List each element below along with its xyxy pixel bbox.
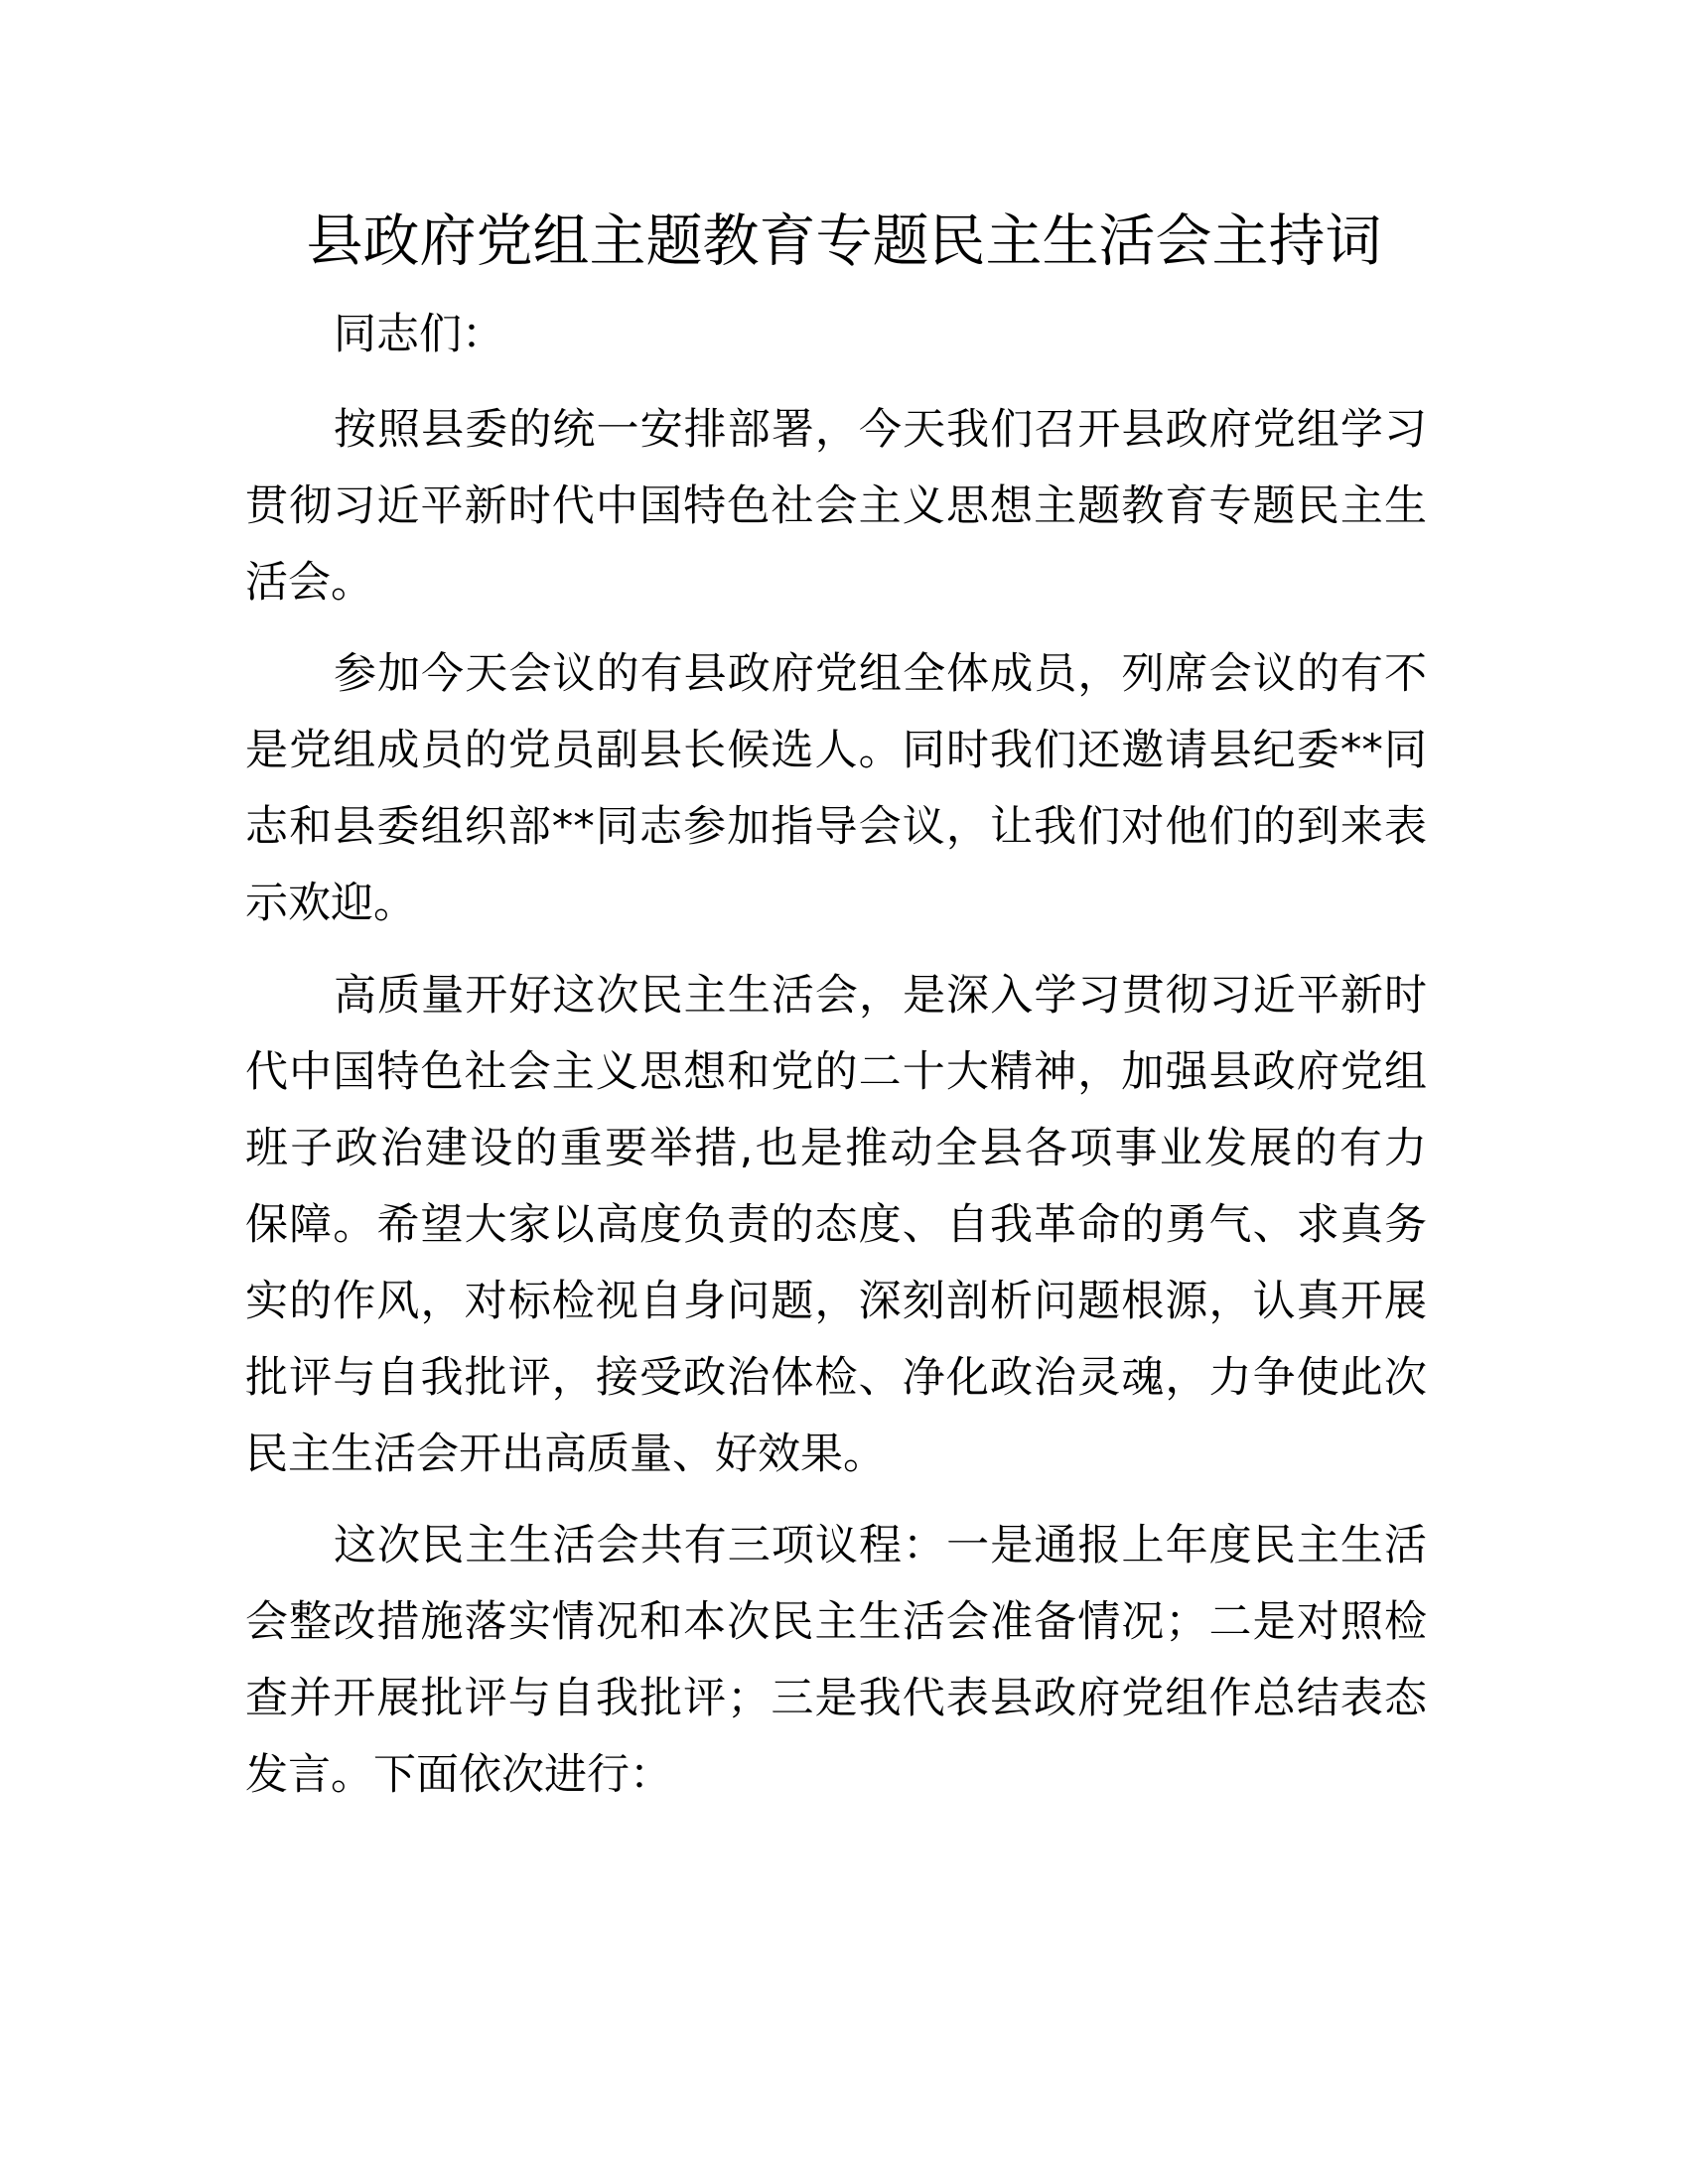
text-line: 按照县委的统一安排部署，今天我们召开县政府党组学习 — [334, 405, 1427, 455]
text-line: 志和县委组织部**同志参加指导会议，让我们对他们的到来表 — [245, 802, 1427, 852]
text-line: 贯彻习近平新时代中国特色社会主义思想主题教育专题民主生 — [245, 481, 1427, 531]
paragraph — [245, 958, 1427, 1493]
document-title: 县政府党组主题教育专题民主生活会主持词 — [306, 208, 1382, 274]
text-line: 保障。希望大家以高度负责的态度、自我革命的勇气、求真务 — [245, 1200, 1427, 1250]
paragraph — [245, 1508, 1427, 1814]
text-line: 代中国特色社会主义思想和党的二十大精神，加强县政府党组 — [245, 1047, 1427, 1097]
paragraph — [245, 636, 1427, 942]
text-line: 高质量开好这次民主生活会，是深入学习贯彻习近平新时 — [334, 971, 1427, 1021]
greeting: 同志们： — [334, 310, 504, 359]
text-line: 活会。 — [245, 558, 373, 608]
text-line: 发言。下面依次进行： — [245, 1750, 672, 1800]
text-line: 示欢迎。 — [245, 879, 416, 928]
text-line: 批评与自我批评，接受政治体检、净化政治灵魂，力争使此次 — [245, 1353, 1427, 1403]
text-line: 参加今天会议的有县政府党组全体成员，列席会议的有不 — [334, 649, 1427, 699]
text-line: 是党组成员的党员副县长候选人。同时我们还邀请县纪委**同 — [245, 726, 1427, 775]
text-line: 实的作风，对标检视自身问题，深刻剖析问题根源，认真开展 — [245, 1277, 1427, 1326]
paragraph — [245, 392, 1427, 621]
text-line: 会整改措施落实情况和本次民主生活会准备情况；二是对照检 — [245, 1597, 1427, 1647]
text-line: 班子政治建设的重要举措,也是推动全县各项事业发展的有力 — [245, 1124, 1427, 1173]
text-line: 这次民主生活会共有三项议程：一是通报上年度民主生活 — [334, 1521, 1427, 1570]
text-line: 查并开展批评与自我批评；三是我代表县政府党组作总结表态 — [245, 1674, 1427, 1723]
text-line: 民主生活会开出高质量、好效果。 — [245, 1430, 886, 1479]
